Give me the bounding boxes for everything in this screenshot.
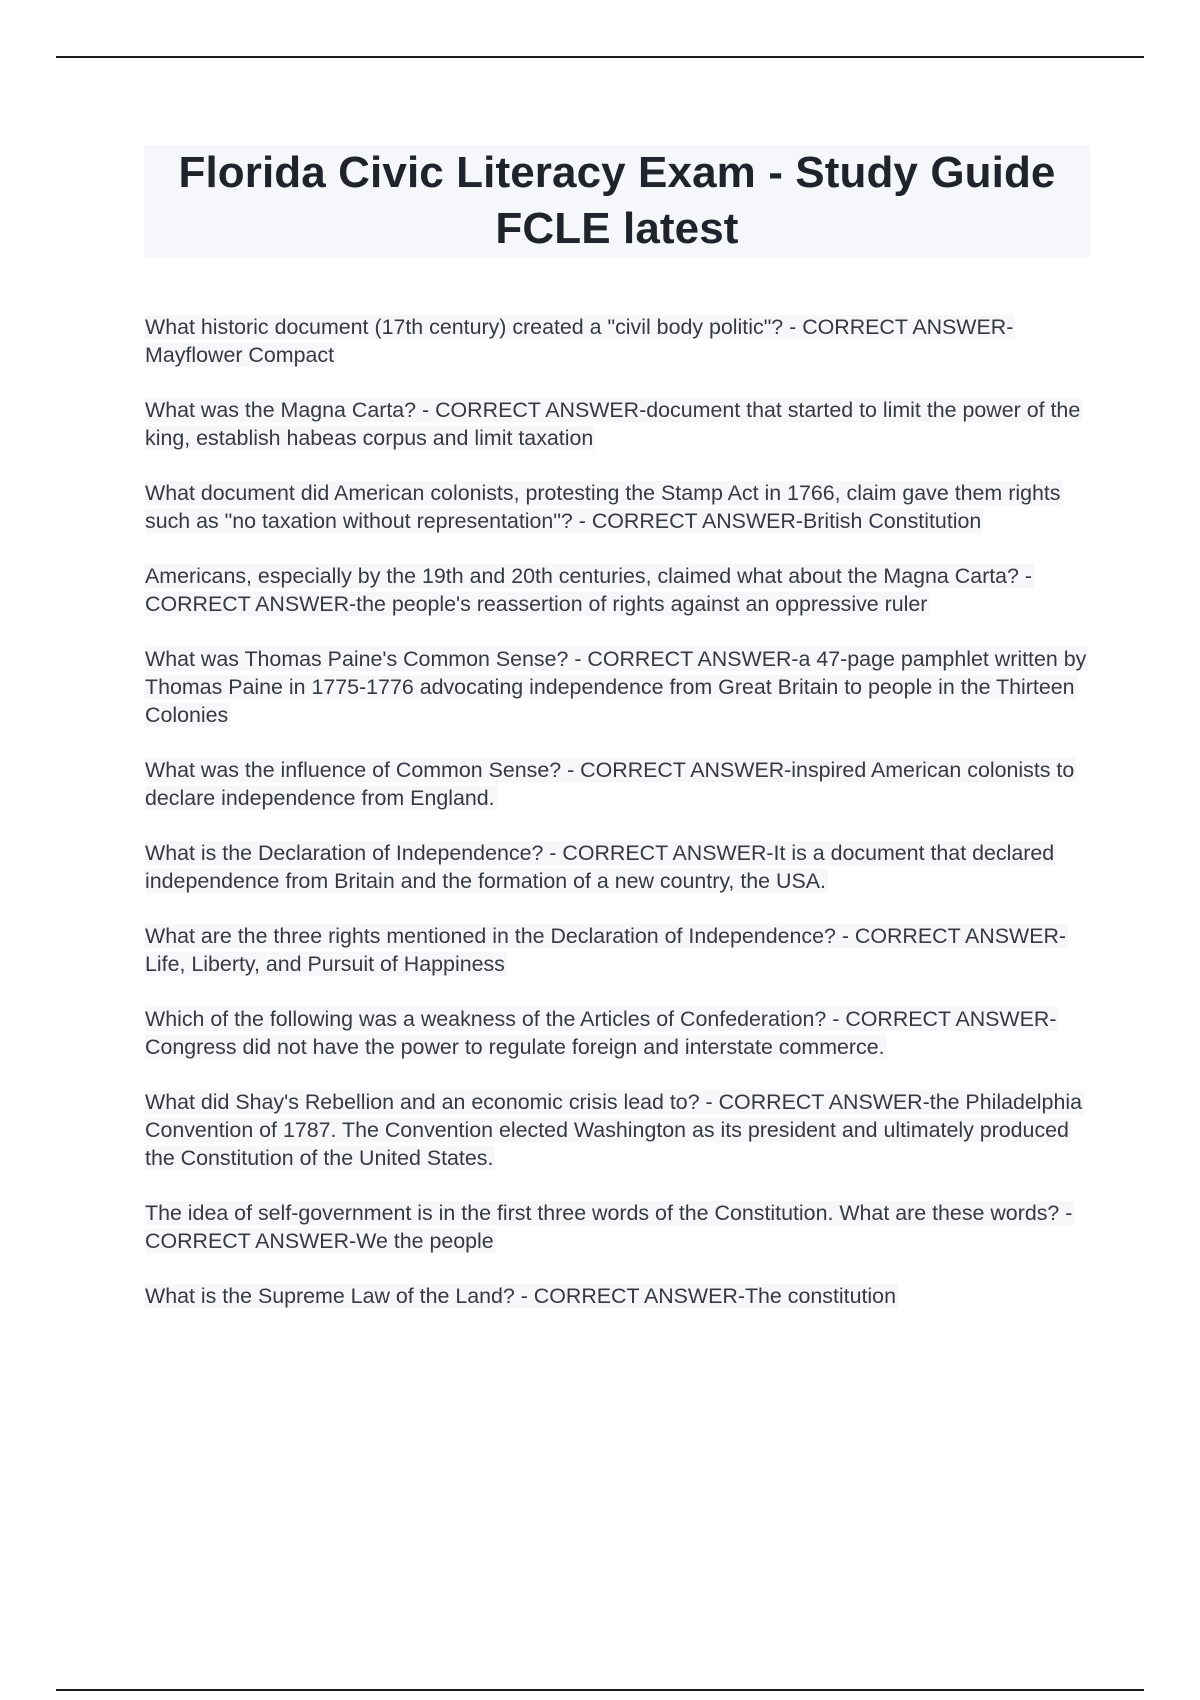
qa-text: The idea of self-government is in the first three words of the Constitution. What are these words? - CORRECT ANSWER-We the people	[145, 1201, 1073, 1253]
qa-item	[145, 313, 1095, 369]
qa-text: What was Thomas Paine's Common Sense? - CORRECT ANSWER-a 47-page pamphlet written by Thomas Paine in 1775-1776 advocating independence from Great Britain to people in the Thirteen Colonies	[145, 647, 1087, 727]
qa-item	[145, 839, 1095, 895]
qa-item	[145, 922, 1095, 978]
qa-item	[145, 396, 1095, 452]
qa-text: What document did American colonists, protesting the Stamp Act in 1766, claim gave them rights such as "no taxation without representation"? - CORRECT ANSWER-British Constitution	[145, 481, 1061, 533]
qa-text: What was the Magna Carta? - CORRECT ANSWER-document that started to limit the power of the king, establish habeas corpus and limit taxation	[145, 398, 1081, 450]
qa-list	[145, 313, 1095, 1337]
qa-text: What are the three rights mentioned in the Declaration of Independence? - CORRECT ANSWER-Life, Liberty, and Pursuit of Happiness	[145, 924, 1067, 976]
qa-item	[145, 562, 1095, 618]
qa-item	[145, 1088, 1095, 1172]
page-title: Florida Civic Literacy Exam - Study Guide FCLE latest	[178, 148, 1056, 253]
qa-item	[145, 1282, 1095, 1310]
qa-item	[145, 1005, 1095, 1061]
top-rule	[56, 56, 1144, 58]
qa-item	[145, 479, 1095, 535]
bottom-rule	[56, 1689, 1144, 1691]
title-banner	[144, 145, 1090, 257]
qa-item	[145, 645, 1095, 729]
qa-item	[145, 1199, 1095, 1255]
qa-text: What was the influence of Common Sense? - CORRECT ANSWER-inspired American colonists to declare independence from England.	[145, 758, 1075, 810]
qa-text: What is the Declaration of Independence? - CORRECT ANSWER-It is a document that declared independence from Britain and the formation of a new country, the USA.	[145, 841, 1055, 893]
qa-item	[145, 756, 1095, 812]
qa-text: What is the Supreme Law of the Land? - CORRECT ANSWER-The constitution	[145, 1284, 896, 1308]
qa-text: Americans, especially by the 19th and 20th centuries, claimed what about the Magna Carta? - CORRECT ANSWER-the people's reassertion of rights against an oppressive ruler	[145, 564, 1033, 616]
qa-text: What historic document (17th century) created a "civil body politic"? - CORRECT ANSWER-Mayflower Compact	[145, 315, 1014, 367]
qa-text: What did Shay's Rebellion and an economic crisis lead to? - CORRECT ANSWER-the Philadelphia Convention of 1787. The Convention elected Washington as its president and ultimately produced the Constitution of the United States.	[145, 1090, 1082, 1170]
qa-text: Which of the following was a weakness of the Articles of Confederation? - CORRECT ANSWER-Congress did not have the power to regulate foreign and interstate commerce.	[145, 1007, 1057, 1059]
